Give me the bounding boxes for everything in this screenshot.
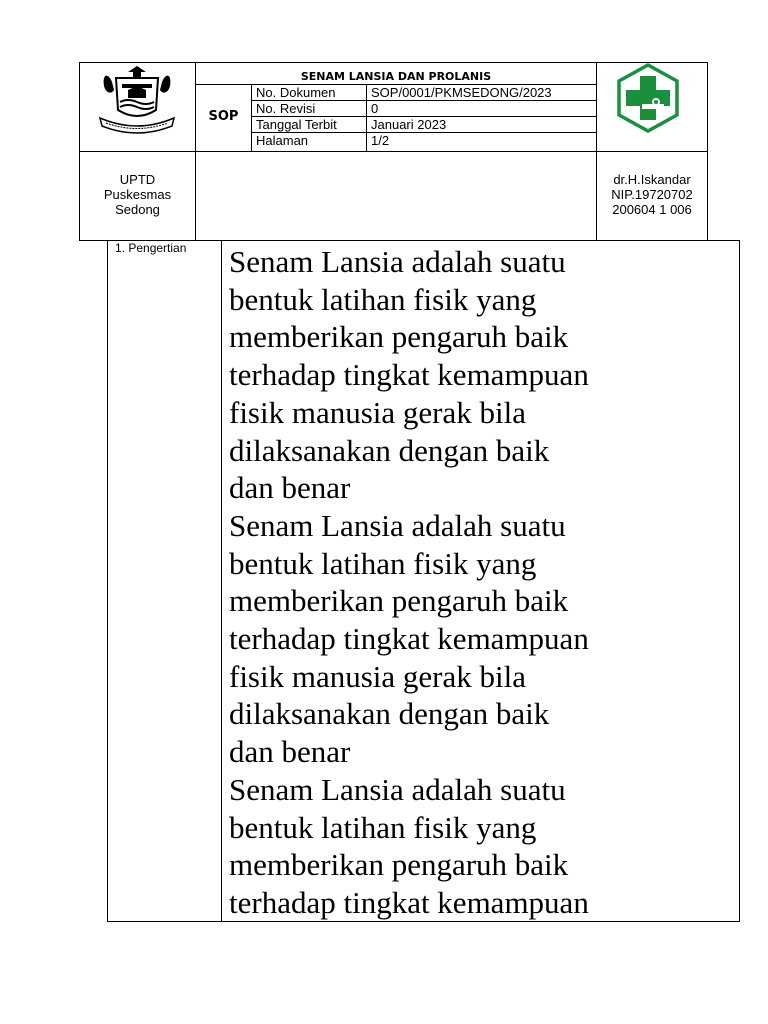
text-line: terhadap tingkat kemampuan	[229, 621, 589, 657]
text-line: memberikan pengaruh baik	[229, 319, 569, 355]
sop-label: SOP	[208, 109, 239, 124]
text-line: Senam Lansia adalah suatu	[229, 507, 566, 543]
puskesmas-logo	[612, 62, 684, 134]
org-line-3: Sedong	[115, 202, 160, 217]
text-line: bentuk latihan fisik yang	[229, 281, 537, 317]
text-line: bentuk latihan fisik yang	[229, 545, 537, 581]
text-line: terhadap tingkat kemampuan	[229, 357, 589, 393]
organization-name	[80, 172, 195, 217]
text-line: Senam Lansia adalah suatu	[229, 771, 566, 807]
text-line: dan benar	[229, 470, 351, 506]
org-line-2: Puskesmas	[103, 187, 172, 202]
text-line: Senam Lansia adalah suatu	[229, 244, 566, 279]
field-label-tanggal-terbit: Tanggal Terbit	[256, 117, 337, 132]
document-title: SENAM LANSIA DAN PROLANIS	[300, 70, 492, 83]
text-line: bentuk latihan fisik yang	[229, 809, 537, 845]
field-value-halaman: 1/2	[371, 133, 390, 148]
signer-nip-2: 200604 1 006	[612, 202, 692, 217]
signer-nip-1: NIP.19720702	[611, 187, 693, 202]
text-line: terhadap tingkat kemampuan	[229, 884, 589, 920]
field-value-tanggal-terbit: Januari 2023	[371, 117, 447, 132]
text-line: dan benar	[229, 734, 351, 770]
field-label-no-dokumen: No. Dokumen	[256, 85, 336, 100]
section-label: 1. Pengertian	[115, 241, 187, 255]
text-line: memberikan pengaruh baik	[229, 847, 569, 883]
text-line: dilaksanakan dengan baik	[229, 432, 550, 468]
signer-name: dr.H.Iskandar	[613, 172, 691, 187]
field-value-no-revisi: 0	[371, 101, 379, 116]
text-line: fisik manusia gerak bila	[229, 394, 526, 430]
field-label-halaman: Halaman	[256, 133, 309, 148]
definition-text	[229, 243, 734, 922]
text-line: dilaksanakan dengan baik	[229, 696, 550, 732]
signer-info	[597, 172, 707, 217]
regency-emblem-logo	[98, 64, 176, 136]
text-line: fisik manusia gerak bila	[229, 658, 526, 694]
org-line-1: UPTD	[119, 172, 156, 187]
field-label-no-revisi: No. Revisi	[256, 101, 316, 116]
field-value-no-dokumen: SOP/0001/PKMSEDONG/2023	[371, 85, 552, 100]
text-line: memberikan pengaruh baik	[229, 583, 569, 619]
